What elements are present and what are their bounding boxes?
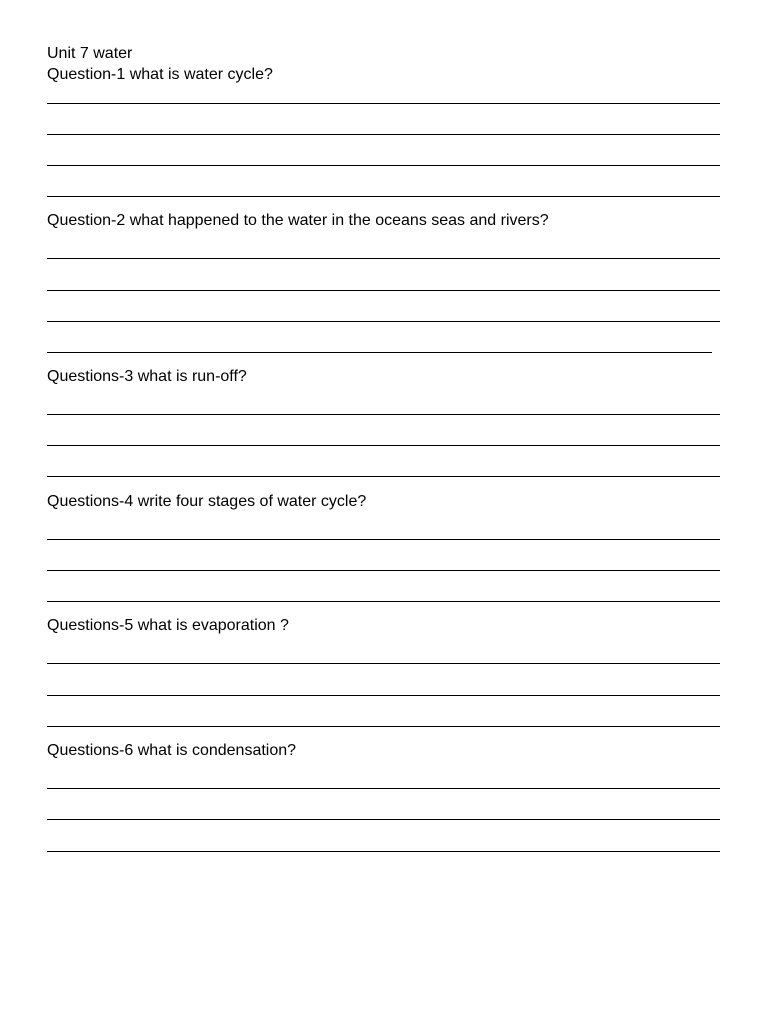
answer-line: [47, 539, 720, 540]
question-3: Questions-3 what is run-off?: [47, 368, 247, 385]
answer-line: [47, 851, 720, 852]
answer-line: [47, 258, 720, 259]
answer-line: [47, 788, 720, 789]
answer-line: [47, 663, 720, 664]
answer-line: [47, 726, 720, 727]
unit-title: Unit 7 water: [47, 45, 133, 62]
answer-line: [47, 196, 720, 197]
question-1: Question-1 what is water cycle?: [47, 66, 273, 83]
answer-line: [47, 321, 720, 322]
answer-line: [47, 103, 720, 104]
question-2: Question-2 what happened to the water in the oceans seas and rivers?: [47, 212, 549, 229]
question-4: Questions-4 write four stages of water cycle?: [47, 493, 367, 510]
answer-line: [47, 695, 720, 696]
answer-line: [47, 352, 712, 353]
question-6: Questions-6 what is condensation?: [47, 742, 297, 759]
answer-line: [47, 134, 720, 135]
answer-line: [47, 165, 720, 166]
answer-line: [47, 445, 720, 446]
question-5: Questions-5 what is evaporation ?: [47, 617, 289, 634]
answer-line: [47, 476, 720, 477]
answer-line: [47, 414, 720, 415]
answer-line: [47, 819, 720, 820]
answer-line: [47, 570, 720, 571]
answer-line: [47, 290, 720, 291]
answer-line: [47, 601, 720, 602]
